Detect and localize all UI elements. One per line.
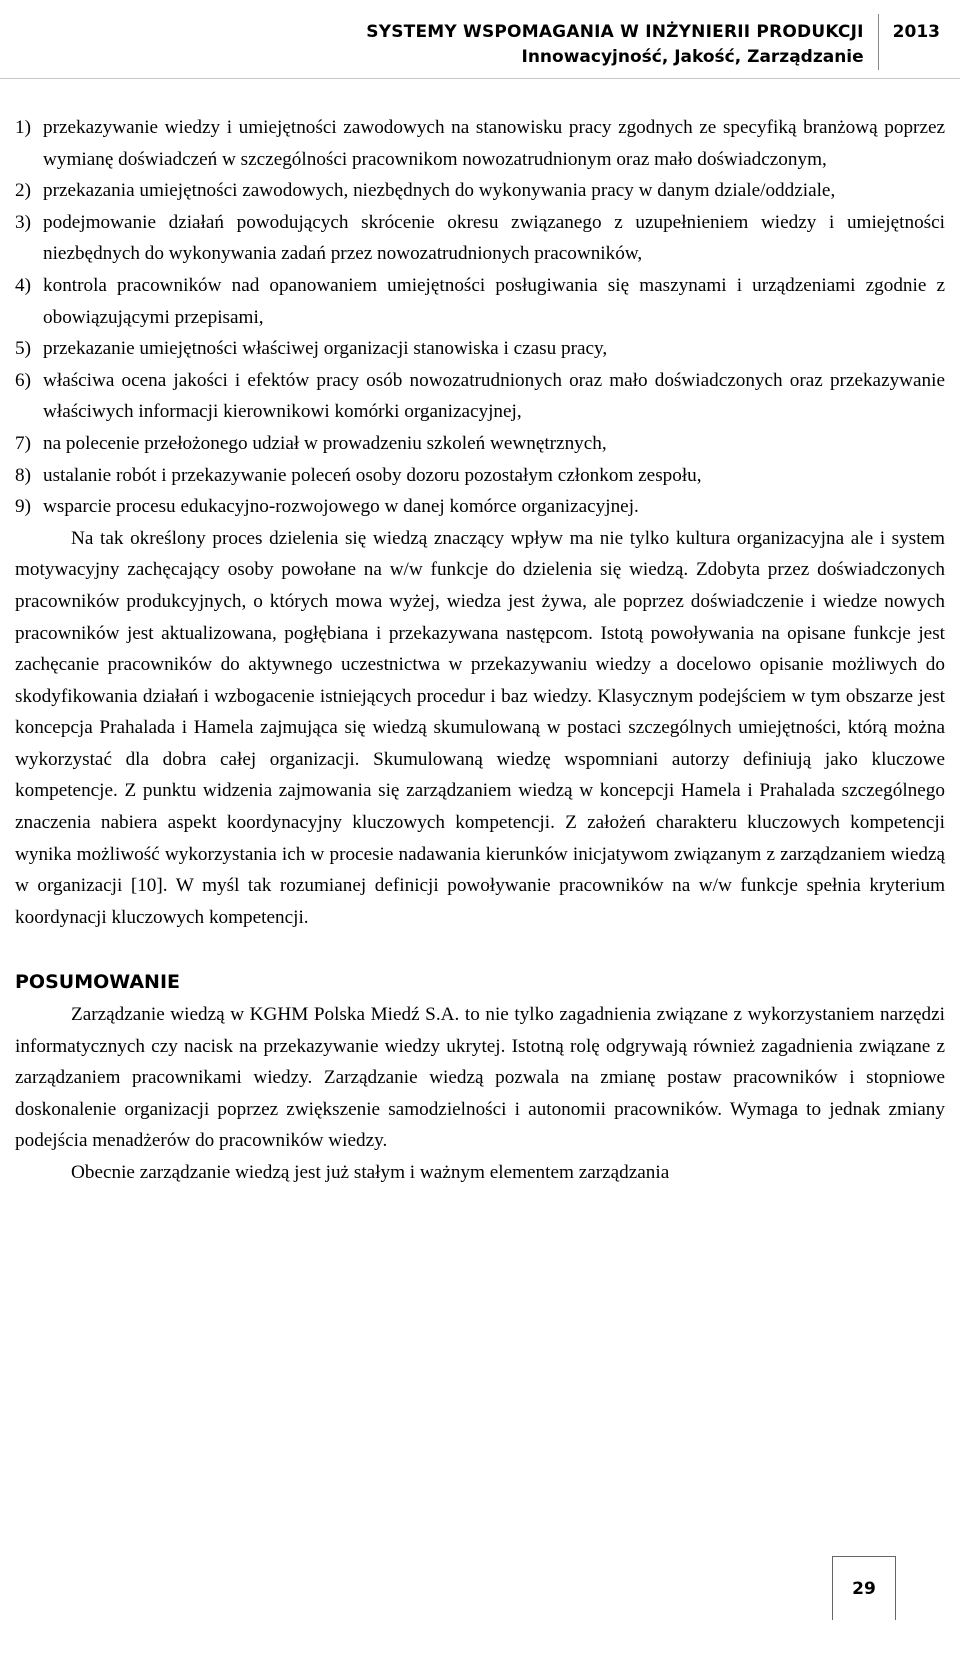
journal-year: 2013 <box>892 22 940 42</box>
list-item-number: 2) <box>15 180 31 202</box>
list-item <box>15 491 945 523</box>
header-divider <box>0 78 960 79</box>
list-item <box>15 207 945 270</box>
body-paragraph: Obecnie zarządzanie wiedzą jest już stałym i ważnym elementem zarządzania <box>71 1162 670 1183</box>
journal-title: SYSTEMY WSPOMAGANIA W INŻYNIERII PRODUKCJI <box>366 22 864 42</box>
list-item-text: przekazania umiejętności zawodowych, niezbędnych do wykonywania pracy w danym dziale/oddziale, <box>43 180 836 202</box>
list-item <box>15 428 945 460</box>
body-paragraph: Na tak określony proces dzielenia się wiedzą znaczący wpływ ma nie tylko kultura organizacyjna ale i system motywacyjny zachęcający osoby powołane na w/w funkcje do dzielenia się wiedzą. Zdobyta przez doświadczonych pracowników produkcyjnych, o których mowa wyżej, wiedza jest żywa, ale poprzez doświadczenie i wiedze nowych pracowników jest aktualizowana, pogłębiana i przekazywana następcom. Istotą powoływania na opisane funkcje jest zachęcanie pracowników do aktywnego uczestnictwa w przekazywaniu wiedzy a docelowo opisanie możliwych do skodyfikowania działań i wzbogacenie istniejących procedur i baz wiedzy. Klasycznym podejściem w tym obszarze jest koncepcja Prahalada i Hamela zajmująca się wiedzą skumulowaną w postaci szczególnych umiejętności, którą można wykorzystać dla dobra całej organizacji. Skumulowaną wiedzę wspomniani autorzy definiują jako kluczowe kompetencje. Z punktu widzenia zajmowania się zarządzaniem wiedzą w koncepcji Hamela i Prahalada szczególnego znaczenia nabiera aspekt koordynacyjny kluczowych kompetencji. Z założeń charakteru kluczowych kompetencji wynika możliwość wykorzystania ich w procesie nadawania kierunków inicjatywom związanym z zarządzaniem wiedzą w organizacji [10]. W myśl tak rozumianej definicji powoływanie pracowników na w/w funkcje spełnia kryterium koordynacji kluczowych kompetencji. <box>15 527 945 928</box>
list-item-number: 3) <box>15 211 31 233</box>
list-item <box>15 333 945 365</box>
list-item-text: kontrola pracowników nad opanowaniem umiejętności posługiwania się maszynami i urządzeniami zgodnie z obowiązującymi przepisami, <box>43 274 945 328</box>
journal-subtitle: Innowacyjność, Jakość, Zarządzanie <box>521 47 864 67</box>
list-item <box>15 460 945 492</box>
list-item-text: podejmowanie działań powodujących skrócenie okresu związanego z uzupełnieniem wiedzy i umiejętności niezbędnych do wykonywania zadań przez nowozatrudnionych pracowników, <box>43 211 945 265</box>
numbered-list <box>15 112 945 523</box>
list-item-number: 9) <box>15 496 31 518</box>
page-number: 29 <box>832 1556 896 1620</box>
section-heading: POSUMOWANIE <box>15 971 181 994</box>
list-item <box>15 112 945 175</box>
list-item-text: przekazywanie wiedzy i umiejętności zawodowych na stanowisku pracy zgodnych ze specyfiką branżową poprzez wymianę doświadczeń w szczególności pracownikom nowozatrudnionym oraz mało doświadczonym, <box>43 117 945 170</box>
body-paragraph: Zarządzanie wiedzą w KGHM Polska Miedź S.A. to nie tylko zagadnienia związane z wykorzystaniem narzędzi informatycznych czy nacisk na przekazywanie wiedzy ukrytej. Istotną rolę odgrywają również zagadnienia związane z zarządzaniem pracownikami wiedzy. Zarządzanie wiedzą pozwala na zmianę postaw pracowników i stopniowe doskonalenie organizacji poprzez zwiększenie samodzielności i autonomii pracowników. Wymaga to jednak zmiany podejścia menadżerów do pracowników wiedzy. <box>15 1004 945 1152</box>
list-item-text: ustalanie robót i przekazywanie poleceń osoby dozoru pozostałym członkom zespołu, <box>43 464 702 486</box>
list-item-text: na polecenie przełożonego udział w prowadzeniu szkoleń wewnętrznych, <box>43 432 607 454</box>
list-item <box>15 270 945 333</box>
list-item-number: 4) <box>15 274 31 296</box>
list-item-number: 6) <box>15 369 31 391</box>
list-item <box>15 365 945 428</box>
running-header <box>366 14 940 74</box>
list-item-number: 8) <box>15 464 31 486</box>
list-item-number: 5) <box>15 338 31 360</box>
list-item <box>15 175 945 207</box>
list-item-text: właściwa ocena jakości i efektów pracy osób nowozatrudnionych oraz mało doświadczonych oraz przekazywanie właściwych informacji kierownikowi komórki organizacyjnej, <box>43 369 945 423</box>
list-item-text: wsparcie procesu edukacyjno-rozwojowego w danej komórce organizacyjnej. <box>43 496 639 518</box>
list-item-text: przekazanie umiejętności właściwej organizacji stanowiska i czasu pracy, <box>43 338 608 360</box>
list-item-number: 7) <box>15 432 31 454</box>
journal-title-block <box>366 14 878 70</box>
list-item-number: 1) <box>15 117 31 138</box>
page-body <box>15 112 945 1189</box>
